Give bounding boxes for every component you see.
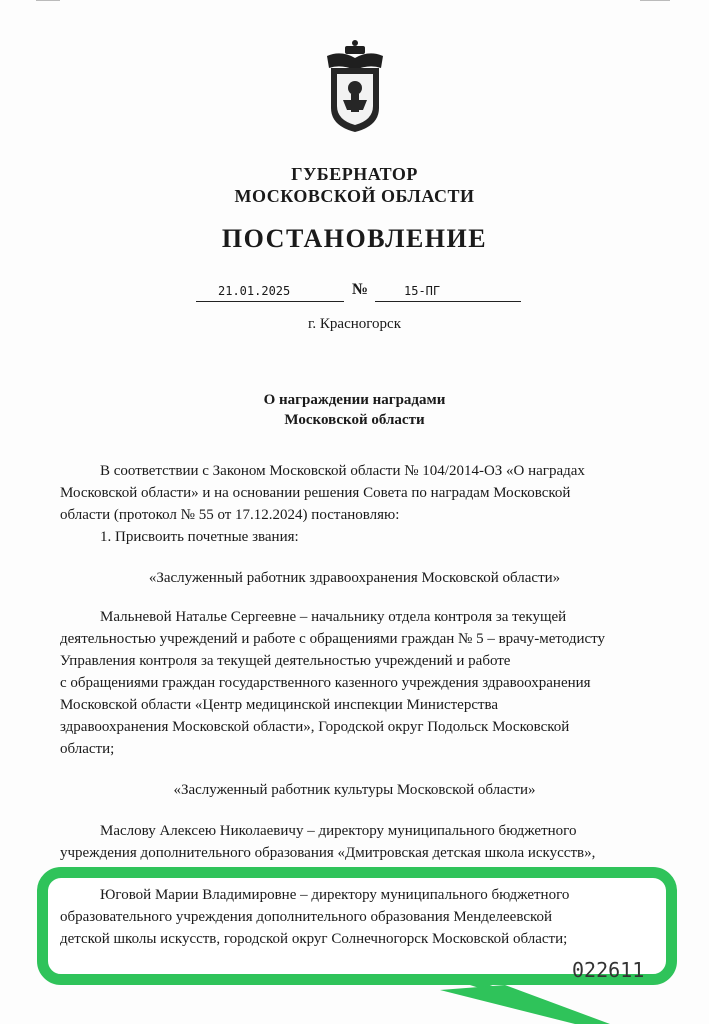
document-type-title: ПОСТАНОВЛЕНИЕ <box>221 224 488 253</box>
text-line: деятельностью учреждений и работе с обращениями граждан № 5 – врачу-методисту <box>60 631 606 647</box>
number-sign: № <box>352 281 369 298</box>
sheet-serial-number: 022611 <box>572 958 645 982</box>
award-paragraph-yugova <box>60 884 660 950</box>
document-number: 15-ПГ <box>404 284 441 298</box>
item-1: 1. Присвоить почетные звания: <box>100 529 299 545</box>
text-line: с обращениями граждан государственного казенного учреждения здравоохранения <box>60 675 591 691</box>
authority-line-1: ГУБЕРНАТОР <box>291 164 418 184</box>
text-line: Московской области «Центр медицинской инспекции Министерства <box>60 697 499 713</box>
text-line: детской школы искусств, городской округ Солнечногорск Московской области; <box>60 931 568 947</box>
award-title-culture: «Заслуженный работник культуры Московской области» <box>173 782 536 798</box>
text-line: области; <box>60 741 115 757</box>
city-line: г. Красногорск <box>307 316 402 332</box>
text-line: области (протокол № 55 от 17.12.2024) постановляю: <box>60 507 400 523</box>
subject-line-1: О награждении наградами <box>263 392 446 408</box>
award-title-health: «Заслуженный работник здравоохранения Московской области» <box>148 570 561 586</box>
text-line: Юговой Марии Владимировне – директору муниципального бюджетного <box>100 887 570 903</box>
text-line: учреждения дополнительного образования «Дмитровская детская школа искусств», <box>60 845 596 861</box>
text-line: Маслову Алексею Николаевичу – директору муниципального бюджетного <box>100 823 577 839</box>
text-line: Мальневой Наталье Сергеевне – начальнику отдела контроля за текущей <box>100 609 567 625</box>
subject-line-2: Московской области <box>284 412 425 428</box>
document-date: 21.01.2025 <box>218 284 291 298</box>
text-line: В соответствии с Законом Московской области № 104/2014-ОЗ «О наградах <box>100 463 585 479</box>
authority-line-2: МОСКОВСКОЙ ОБЛАСТИ <box>234 186 475 206</box>
text-line: образовательного учреждения дополнительного образования Менделеевской <box>60 909 553 925</box>
text-line: Управления контроля за текущей деятельностью учреждений и работе <box>60 653 511 669</box>
text-line: Московской области» и на основании решения Совета по наградам Московской <box>60 485 571 501</box>
text-line: здравоохранения Московской области», Городской округ Подольск Московской <box>60 719 570 735</box>
